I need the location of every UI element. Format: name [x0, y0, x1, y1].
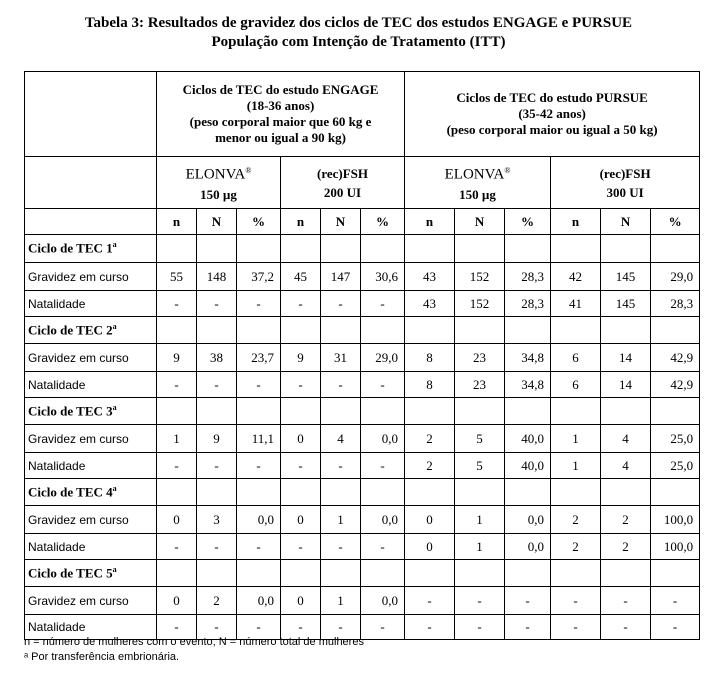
table-cell: 0,0	[361, 506, 405, 534]
table-cell: 42,9	[651, 372, 700, 398]
table-cell: -	[237, 372, 281, 398]
table-cell: -	[601, 587, 651, 615]
table-cell: -	[321, 534, 361, 560]
group-name: (rec)FSH	[317, 165, 369, 181]
table-cell: 0	[281, 506, 321, 534]
column-header-n: n	[281, 209, 321, 235]
table-cell: 0,0	[505, 534, 551, 560]
table-cell: 145	[601, 263, 651, 291]
table-cell: 43	[405, 263, 455, 291]
column-header-n: n	[405, 209, 455, 235]
column-header-pct: %	[361, 209, 405, 235]
empty-cell	[455, 398, 505, 425]
table-cell: -	[601, 615, 651, 640]
table-cell: 31	[321, 344, 361, 372]
cycle-label-text: Ciclo de TEC 3	[28, 403, 113, 419]
empty-cell	[505, 317, 551, 344]
empty-cell	[361, 317, 405, 344]
table-cell: 4	[601, 425, 651, 453]
empty-column-header-cell	[25, 209, 157, 235]
table-cell: -	[237, 291, 281, 317]
registered-mark: ®	[245, 166, 252, 176]
empty-cell	[601, 317, 651, 344]
table-cell: 100,0	[651, 534, 700, 560]
table-cell: 0	[157, 506, 197, 534]
table-cell: 0,0	[237, 587, 281, 615]
table-cell: 6	[551, 344, 601, 372]
table-row	[25, 506, 700, 534]
table-cell: 1	[321, 587, 361, 615]
table-row	[25, 587, 700, 615]
footnote-marker: a	[112, 483, 117, 493]
table-cell: 30,6	[361, 263, 405, 291]
table-cell: 1	[455, 506, 505, 534]
table-cell: 1	[551, 425, 601, 453]
table-cell: 41	[551, 291, 601, 317]
table-cell: -	[321, 453, 361, 479]
table-cell: -	[651, 615, 700, 640]
registered-mark: ®	[504, 166, 511, 176]
table-cell: -	[361, 453, 405, 479]
empty-cell	[651, 398, 700, 425]
table-cell: 0,0	[361, 587, 405, 615]
table-cell: 2	[405, 425, 455, 453]
group-name: (rec)FSH	[599, 165, 651, 181]
empty-cell	[405, 317, 455, 344]
table-cell: 1	[455, 534, 505, 560]
empty-header-cell	[25, 72, 157, 157]
table-cell: 4	[601, 453, 651, 479]
empty-cell	[405, 398, 455, 425]
table-cell: -	[505, 587, 551, 615]
group-dose: 200 UI	[323, 184, 362, 200]
row-label: Gravidez em curso	[25, 587, 157, 615]
column-header-N: N	[455, 209, 505, 235]
table-cell: 40,0	[505, 425, 551, 453]
table-cell: -	[281, 372, 321, 398]
empty-cell	[321, 398, 361, 425]
column-header-pct: %	[505, 209, 551, 235]
cycle-header-row	[25, 235, 700, 263]
table-cell: 0,0	[237, 506, 281, 534]
empty-cell	[237, 398, 281, 425]
cycle-label-text: Ciclo de TEC 1	[28, 240, 113, 256]
table-title-line-2: População com Intenção de Tratamento (ITT)	[211, 34, 506, 50]
empty-cell	[601, 398, 651, 425]
cycle-label-text: Ciclo de TEC 2	[28, 322, 113, 338]
empty-cell	[197, 398, 237, 425]
table-cell: -	[197, 534, 237, 560]
table-cell: 28,3	[505, 291, 551, 317]
table-cell: -	[361, 615, 405, 640]
table-cell: -	[651, 587, 700, 615]
cycle-label	[25, 560, 157, 587]
empty-cell	[197, 479, 237, 506]
table-cell: 9	[197, 425, 237, 453]
engage-weight-2: menor ou igual a 90 kg)	[215, 130, 346, 145]
pursue-weight: (peso corporal maior ou igual a 50 kg)	[446, 122, 658, 137]
column-header-pct: %	[237, 209, 281, 235]
table-cell: 152	[455, 263, 505, 291]
row-label: Gravidez em curso	[25, 263, 157, 291]
table-cell: 2	[551, 534, 601, 560]
table-row	[25, 534, 700, 560]
empty-cell	[651, 479, 700, 506]
empty-cell	[551, 398, 601, 425]
cycle-header-row	[25, 479, 700, 506]
empty-cell	[405, 479, 455, 506]
empty-cell	[405, 235, 455, 263]
table-cell: 23,7	[237, 344, 281, 372]
table-cell: -	[157, 534, 197, 560]
table-cell: 152	[455, 291, 505, 317]
empty-cell	[281, 317, 321, 344]
row-label: Natalidade	[25, 615, 157, 640]
group-dose: 150 µg	[459, 186, 496, 202]
empty-cell	[361, 560, 405, 587]
table-cell: 4	[321, 425, 361, 453]
column-header-row	[25, 209, 700, 235]
empty-cell	[505, 479, 551, 506]
table-cell: 3	[197, 506, 237, 534]
table-cell: 28,3	[651, 291, 700, 317]
empty-cell	[601, 479, 651, 506]
empty-cell	[601, 560, 651, 587]
footnote-marker: a	[112, 564, 117, 574]
table-cell: 25,0	[651, 425, 700, 453]
empty-cell	[321, 479, 361, 506]
empty-cell	[651, 317, 700, 344]
table-cell: 14	[601, 372, 651, 398]
empty-cell	[281, 479, 321, 506]
empty-cell	[197, 235, 237, 263]
table-cell: 29,0	[361, 344, 405, 372]
table-cell: -	[157, 615, 197, 640]
table-cell: 100,0	[651, 506, 700, 534]
study-header-row	[25, 72, 700, 157]
table-row	[25, 263, 700, 291]
column-header-n: n	[157, 209, 197, 235]
empty-cell	[157, 479, 197, 506]
group-header-recfsh-engage	[281, 157, 405, 209]
empty-cell	[455, 560, 505, 587]
table-cell: -	[321, 291, 361, 317]
cycle-header-row	[25, 317, 700, 344]
table-cell: 0	[405, 534, 455, 560]
table-cell: 0	[281, 425, 321, 453]
column-header-pct: %	[651, 209, 700, 235]
empty-cell	[237, 560, 281, 587]
table-cell: 0	[281, 587, 321, 615]
empty-cell	[361, 398, 405, 425]
table-cell: -	[237, 453, 281, 479]
table-cell: 0,0	[361, 425, 405, 453]
empty-cell	[237, 479, 281, 506]
table-cell: 40,0	[505, 453, 551, 479]
empty-cell	[157, 398, 197, 425]
table-cell: 23	[455, 372, 505, 398]
table-cell: 38	[197, 344, 237, 372]
table-cell: -	[237, 534, 281, 560]
table-footnotes	[24, 635, 704, 665]
column-header-N: N	[321, 209, 361, 235]
group-header-recfsh-pursue	[551, 157, 700, 209]
table-cell: 23	[455, 344, 505, 372]
table-cell: -	[197, 372, 237, 398]
row-label: Gravidez em curso	[25, 425, 157, 453]
table-row	[25, 453, 700, 479]
empty-cell	[551, 560, 601, 587]
table-cell: 2	[197, 587, 237, 615]
table-cell: -	[281, 534, 321, 560]
empty-cell	[197, 560, 237, 587]
group-name: ELONVA	[185, 166, 246, 183]
empty-cell	[237, 235, 281, 263]
empty-cell	[551, 235, 601, 263]
table-cell: 6	[551, 372, 601, 398]
empty-cell	[361, 235, 405, 263]
table-cell: -	[157, 291, 197, 317]
table-cell: 1	[157, 425, 197, 453]
pursue-title: Ciclos de TEC do estudo PURSUE	[456, 90, 648, 105]
table-cell: 0,0	[505, 506, 551, 534]
table-cell: 2	[601, 506, 651, 534]
cycle-header-row	[25, 398, 700, 425]
table-cell: 0	[405, 506, 455, 534]
empty-cell	[157, 235, 197, 263]
table-cell: -	[197, 291, 237, 317]
column-header-n: n	[551, 209, 601, 235]
table-cell: 1	[321, 506, 361, 534]
empty-cell	[505, 560, 551, 587]
table-cell: -	[281, 453, 321, 479]
table-cell: -	[361, 372, 405, 398]
table-cell: -	[551, 615, 601, 640]
table-cell: -	[551, 587, 601, 615]
table-row	[25, 291, 700, 317]
treatment-group-row	[25, 157, 700, 209]
table-cell: 2	[551, 506, 601, 534]
table-cell: 34,8	[505, 372, 551, 398]
table-cell: 8	[405, 372, 455, 398]
cycle-label-text: Ciclo de TEC 4	[28, 484, 113, 500]
group-dose: 300 UI	[606, 184, 644, 200]
table-cell: -	[455, 615, 505, 640]
empty-cell	[651, 560, 700, 587]
empty-group-cell	[25, 157, 157, 209]
empty-cell	[281, 560, 321, 587]
table-cell: 148	[197, 263, 237, 291]
table-cell: 28,3	[505, 263, 551, 291]
engage-study-header	[157, 72, 405, 157]
table-cell: -	[157, 453, 197, 479]
cycle-label	[25, 235, 157, 263]
empty-cell	[551, 479, 601, 506]
table-cell: -	[321, 372, 361, 398]
table-title	[0, 14, 717, 52]
cycle-label	[25, 479, 157, 506]
table-cell: 9	[157, 344, 197, 372]
table-cell: -	[361, 291, 405, 317]
engage-title: Ciclos de TEC do estudo ENGAGE	[182, 82, 379, 97]
footnote-marker: a	[112, 240, 117, 250]
footnote-abbreviations: n = número de mulheres com o evento; N = número total de mulheres	[24, 636, 364, 648]
empty-cell	[505, 235, 551, 263]
empty-cell	[405, 560, 455, 587]
table-cell: 1	[551, 453, 601, 479]
table-cell: 8	[405, 344, 455, 372]
table-title-line-1: Tabela 3: Resultados de gravidez dos ciclos de TEC dos estudos ENGAGE e PURSUE	[84, 15, 633, 31]
pursue-study-header	[405, 72, 700, 157]
table-cell: 37,2	[237, 263, 281, 291]
table-cell: 5	[455, 453, 505, 479]
table-cell: 45	[281, 263, 321, 291]
table-cell: -	[405, 615, 455, 640]
empty-cell	[281, 398, 321, 425]
table-cell: -	[361, 534, 405, 560]
empty-cell	[281, 235, 321, 263]
row-label: Natalidade	[25, 291, 157, 317]
table-cell: 2	[405, 453, 455, 479]
table-cell: -	[197, 615, 237, 640]
table-cell: 25,0	[651, 453, 700, 479]
engage-age: (18-36 anos)	[246, 98, 315, 113]
table-body	[25, 72, 700, 640]
table-cell: 42,9	[651, 344, 700, 372]
table-cell: 55	[157, 263, 197, 291]
table-cell: 43	[405, 291, 455, 317]
results-table	[24, 71, 700, 640]
table-cell: -	[157, 372, 197, 398]
table-cell: 34,8	[505, 344, 551, 372]
empty-cell	[505, 398, 551, 425]
table-cell: 42	[551, 263, 601, 291]
empty-cell	[551, 317, 601, 344]
empty-cell	[455, 317, 505, 344]
row-label: Gravidez em curso	[25, 344, 157, 372]
pursue-age: (35-42 anos)	[518, 106, 586, 121]
empty-cell	[157, 317, 197, 344]
cycle-label-text: Ciclo de TEC 5	[28, 565, 113, 581]
table-cell: -	[237, 615, 281, 640]
column-header-N: N	[601, 209, 651, 235]
table-cell: -	[505, 615, 551, 640]
empty-cell	[321, 235, 361, 263]
table-cell: -	[281, 291, 321, 317]
empty-cell	[157, 560, 197, 587]
table-cell: 145	[601, 291, 651, 317]
footnote-marker: a	[112, 402, 117, 412]
table-cell: 9	[281, 344, 321, 372]
group-header-elonva-engage	[157, 157, 281, 209]
footnote-a: ᵃ Por transferência embrionária.	[24, 651, 180, 663]
empty-cell	[651, 235, 700, 263]
row-label: Natalidade	[25, 453, 157, 479]
row-label: Natalidade	[25, 534, 157, 560]
empty-cell	[601, 235, 651, 263]
table-cell: 0	[157, 587, 197, 615]
empty-cell	[237, 317, 281, 344]
table-row	[25, 372, 700, 398]
row-label: Natalidade	[25, 372, 157, 398]
cycle-header-row	[25, 560, 700, 587]
footnote-marker: a	[112, 321, 117, 331]
empty-cell	[321, 317, 361, 344]
cycle-label	[25, 317, 157, 344]
group-name: ELONVA	[444, 166, 505, 183]
table-cell: -	[455, 587, 505, 615]
empty-cell	[361, 479, 405, 506]
table-cell: -	[405, 587, 455, 615]
table-row	[25, 425, 700, 453]
group-dose: 150 µg	[200, 186, 237, 202]
table-cell: 14	[601, 344, 651, 372]
table-row	[25, 344, 700, 372]
row-label: Gravidez em curso	[25, 506, 157, 534]
table-cell: -	[281, 615, 321, 640]
empty-cell	[321, 560, 361, 587]
table-cell: -	[197, 453, 237, 479]
table-cell: -	[321, 615, 361, 640]
empty-cell	[455, 235, 505, 263]
table-cell: 29,0	[651, 263, 700, 291]
table-cell: 2	[601, 534, 651, 560]
table-cell: 5	[455, 425, 505, 453]
empty-cell	[455, 479, 505, 506]
group-header-elonva-pursue	[405, 157, 551, 209]
empty-cell	[197, 317, 237, 344]
cycle-label	[25, 398, 157, 425]
column-header-N: N	[197, 209, 237, 235]
engage-weight-1: (peso corporal maior que 60 kg e	[189, 114, 372, 129]
table-cell: 11,1	[237, 425, 281, 453]
table-cell: 147	[321, 263, 361, 291]
